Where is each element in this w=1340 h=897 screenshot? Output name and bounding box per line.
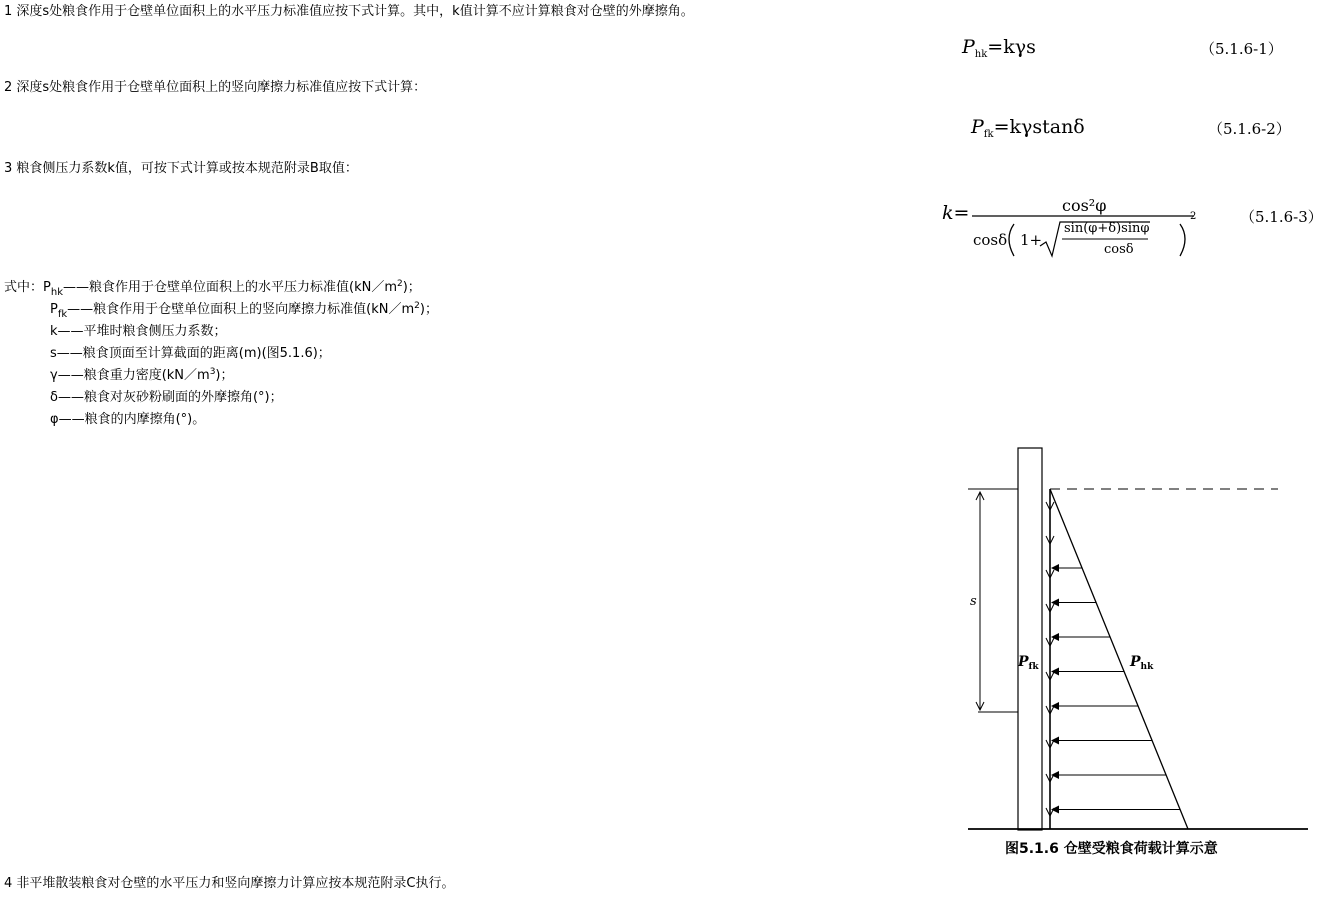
- pressure-arrows: [1052, 568, 1180, 810]
- pressure-triangle-edge: [1050, 489, 1188, 829]
- clause-4: 4 非平堆散装粮食对仓壁的水平压力和竖向摩擦力计算应按本规范附录C执行。: [4, 876, 455, 891]
- eq3-lhs: k=: [942, 202, 970, 224]
- def-gamma-tail: )；: [215, 368, 234, 383]
- def-p-hk-sym: P: [43, 280, 51, 295]
- def-s: s——粮食顶面至计算截面的距离(m)(图5.1.6)；: [50, 346, 331, 361]
- eq3-exponent: 2: [1190, 211, 1197, 222]
- def-phi: φ——粮食的内摩擦角(°)。: [50, 412, 206, 427]
- equation-5-1-6-1: [962, 36, 1036, 58]
- equation-number-2: （5.1.6-2）: [1208, 120, 1291, 138]
- defs-intro: 式中：: [4, 280, 44, 295]
- clause-2: 2 深度s处粮食作用于仓壁单位面积上的竖向摩擦力标准值应按下式计算：: [4, 80, 427, 95]
- def-p-hk-sub: hk: [50, 287, 63, 298]
- def-p-fk-sub: fk: [57, 309, 68, 320]
- def-p-fk-tail: )；: [419, 302, 438, 317]
- def-p-fk-sym: P: [50, 302, 58, 317]
- def-p-fk: [50, 302, 438, 319]
- eq3-numerator: cos²φ: [1062, 196, 1107, 215]
- def-gamma: [50, 368, 234, 385]
- eq3-inner-denominator: cosδ: [1104, 242, 1134, 257]
- def-gamma-sup: 3: [209, 367, 216, 377]
- def-p-hk-text: ——粮食作用于仓壁单位面积上的水平压力标准值(kN／m: [63, 280, 397, 295]
- eq1-rhs: =kγs: [987, 36, 1036, 58]
- figure-caption: 图5.1.6 仓壁受粮食荷载计算示意: [1005, 841, 1218, 857]
- eq1-lhs: P: [962, 36, 975, 58]
- equation-number-3: （5.1.6-3）: [1240, 208, 1323, 226]
- clause-3: 3 粮食侧压力系数k值，可按下式计算或按本规范附录B取值：: [4, 161, 358, 176]
- def-p-hk-tail: )；: [402, 280, 421, 295]
- figure-silo-wall-load: [960, 440, 1320, 840]
- eq3-den-one-plus: 1+: [1020, 231, 1043, 249]
- def-k: k——平堆时粮食侧压力系数；: [50, 324, 227, 339]
- eq3-inner-numerator: sin(φ+δ)sinφ: [1064, 221, 1150, 236]
- def-gamma-text: γ——粮食重力密度(kN／m: [50, 368, 210, 383]
- silo-wall: [1018, 448, 1042, 830]
- def-p-hk: [4, 280, 421, 297]
- label-p-hk: $P_{hk}$: [1130, 654, 1154, 672]
- def-p-fk-sup: 2: [414, 301, 420, 311]
- eq3-den-prefix: cosδ: [973, 231, 1008, 249]
- label-s: s: [970, 594, 977, 609]
- clause-1: 1 深度s处粮食作用于仓壁单位面积上的水平压力标准值应按下式计算。其中，k值计算不应计算粮食对仓壁的外摩擦角。: [4, 4, 694, 19]
- label-p-fk: $P_{fk}$: [1018, 654, 1039, 672]
- def-p-hk-sup: 2: [397, 279, 403, 289]
- def-p-fk-text: ——粮食作用于仓壁单位面积上的竖向摩擦力标准值(kN／m: [67, 302, 415, 317]
- equation-number-1: （5.1.6-1）: [1200, 40, 1283, 58]
- eq2-lhs: P: [971, 116, 984, 138]
- eq1-lhs-sub: hk: [974, 49, 988, 60]
- eq2-rhs: =kγstanδ: [993, 116, 1085, 138]
- equation-5-1-6-2: [971, 116, 1085, 138]
- eq2-lhs-sub: fk: [983, 129, 994, 140]
- def-delta: δ——粮食对灰砂粉刷面的外摩擦角(°)；: [50, 390, 283, 405]
